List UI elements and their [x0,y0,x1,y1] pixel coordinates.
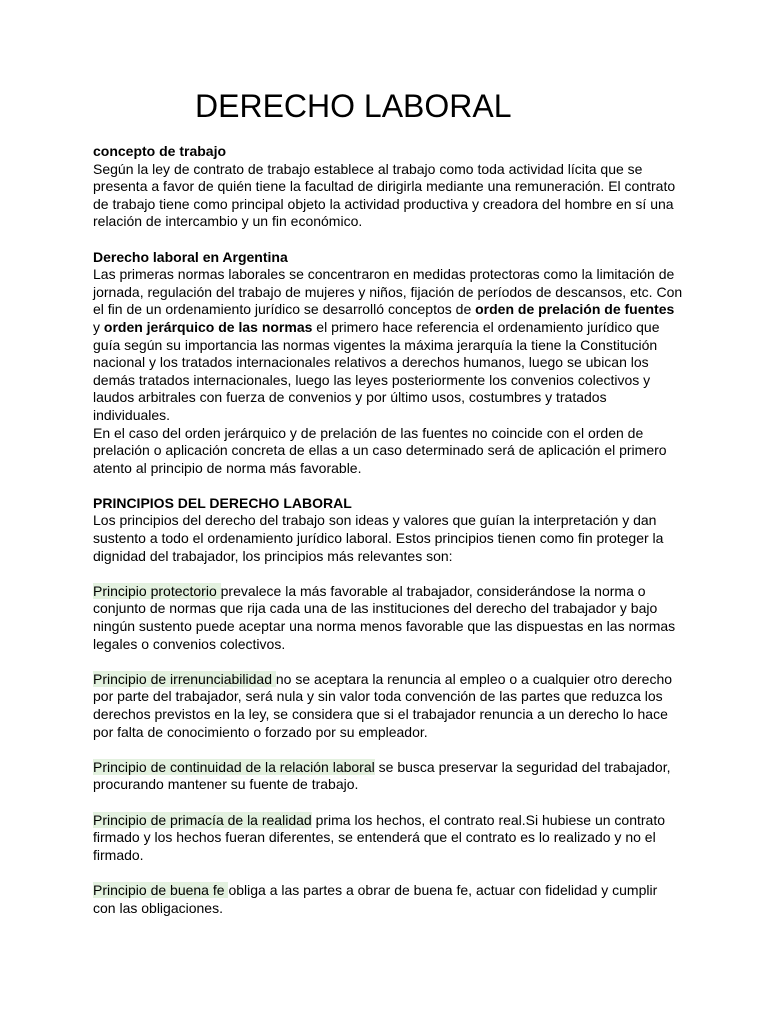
text-run: Las primeras normas laborales se concentraron en medidas protectoras como la limitación de jornada, regulación del trabajo de mujeres y niños, fijación de períodos de descansos, etc. Con el fin de un ordenamiento jurídico se desarrolló conceptos de [93,266,683,318]
paragraph-principios-intro: Los principios del derecho del trabajo son ideas y valores que guían la interpretación y dan sustento a todo el ordenamiento jurídico laboral. Estos principios tienen como fin proteger la dignidad del trabajador, los principios más relevantes son: [93,512,664,564]
bold-term-prelacion: orden de prelación de fuentes [475,301,675,318]
text-run: y [93,318,104,335]
principle-text: prima los hechos, el contrato real.Si hubiese un contrato firmado y los hechos fueran diferentes, se entenderá que el contrato es lo realizado y no el firmado. [93,811,665,863]
section-heading-concepto: concepto de trabajo [93,143,227,159]
text-run: el primero hace referencia el ordenamiento jurídico que guía según su importancia las normas vigentes la máxima jerarquía la tiene la Constitución nacional y los tratados internacionales relativos a derechos humanos, luego se ubican los demás tratados internacionales, luego las leyes posteriormente los convenios colectivos y laudos arbitrales con fuerza de convenios y por último usos, costumbres y tratados individuales. [93,318,660,423]
principle-text: obliga a las partes a obrar de buena fe, actuar con fidelidad y cumplir con las obligaciones. [93,881,658,916]
section-heading-argentina: Derecho laboral en Argentina [93,248,288,265]
section-heading-principios: PRINCIPIOS DEL DERECHO LABORAL [93,494,352,511]
paragraph-spacer [93,794,683,812]
highlighted-principle-name: Principio de buena fe [93,881,229,898]
principle-text: no se aceptara la renuncia al empleo o a cualquier otro derecho por parte del trabajador, será nula y sin valor toda convención de las partes que reduzca los derechos previstos en la ley, se considera que si el trabajador renuncia a un derecho lo hace por falta de conocimiento o forzado por su empleador. [93,670,673,740]
document-title: DERECHO LABORAL [195,88,512,124]
principle-buena-fe [93,882,683,917]
principle-primacia [93,812,683,865]
paragraph-spacer [93,231,683,249]
paragraph-concepto: Según la ley de contrato de trabajo establece al trabajo como toda actividad lícita que se presenta a favor de quién tiene la facultad de dirigirla mediante una remuneración. El contrato de trabajo tiene como principal objeto la actividad productiva y creadora del hombre en sí una relación de intercambio y un fin económico. [93,160,676,230]
principle-text: se busca preservar la seguridad del trabajador, procurando mantener su fuente de trabajo. [93,758,671,793]
principle-irrenunciabilidad [93,671,683,741]
paragraph-spacer [93,477,683,495]
paragraph-spacer [93,653,683,671]
principle-continuidad [93,759,683,794]
principle-protectorio [93,583,683,653]
paragraph-argentina-2: En el caso del orden jerárquico y de prelación de las fuentes no coincide con el orden de prelación o aplicación concreta de ellas a un caso determinado será de aplicación el primero atento al principio de norma más favorable. [93,424,667,476]
paragraph-argentina-1 [93,266,683,424]
highlighted-principle-name: Principio protectorio [93,582,221,599]
principle-text: prevalece la más favorable al trabajador, considerándose la norma o conjunto de normas que rija cada una de las instituciones del derecho del trabajador y bajo ningún sustento puede aceptar una norma menos favorable que las dispuestas en las normas legales o convenios colectivos. [93,582,676,652]
highlighted-principle-name: Principio de irrenunciabilidad [93,670,276,687]
bold-term-jerarquico: orden jerárquico de las normas [103,318,313,335]
document-body [93,143,683,917]
paragraph-spacer [93,864,683,882]
highlighted-principle-name: Principio de continuidad de la relación laboral [93,758,375,775]
paragraph-spacer [93,565,683,583]
paragraph-spacer [93,741,683,759]
highlighted-principle-name: Principio de primacía de la realidad [93,811,312,828]
